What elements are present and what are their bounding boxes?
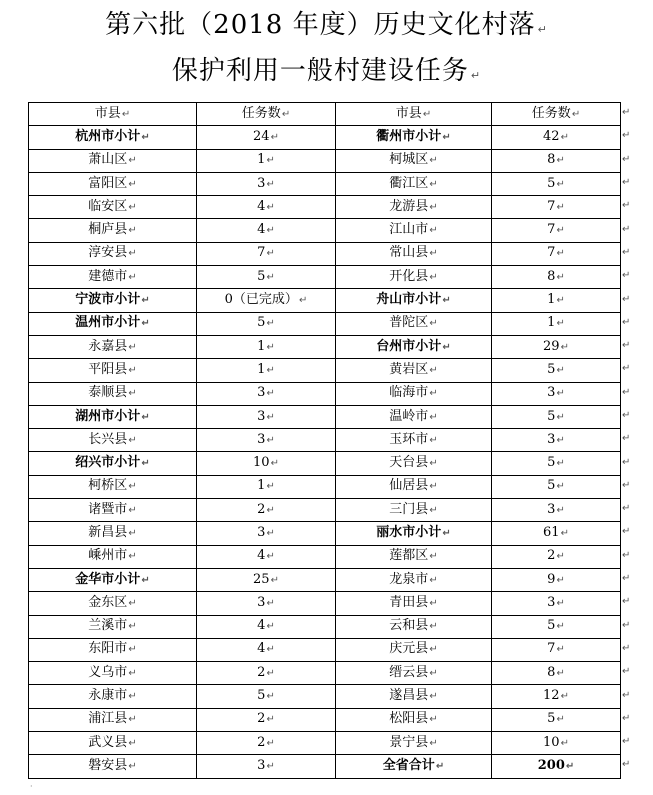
table-cell: 东阳市↵ [29, 638, 197, 661]
table-cell: 2↵ [197, 732, 336, 755]
table-cell: 湖州市小计↵ [29, 405, 197, 428]
cell-mark-icon: ↵ [422, 108, 432, 120]
cell-mark-icon: ↵ [556, 621, 565, 633]
table-cell: 10↵ [492, 732, 621, 755]
table-row [29, 359, 621, 382]
table-cell: 8↵ [492, 662, 621, 685]
row-end-mark-icon: ↵ [622, 270, 631, 282]
cell-mark-icon: ↵ [266, 318, 275, 330]
table-cell: 61↵ [492, 522, 621, 545]
table-cell: 5↵ [197, 266, 336, 289]
cell-mark-icon: ↵ [266, 597, 275, 609]
header-cell: 任务数↵ [492, 103, 621, 126]
table-row [29, 149, 621, 172]
cell-mark-icon: ↵ [435, 760, 445, 772]
cell-mark-icon: ↵ [429, 364, 438, 376]
cell-mark-icon: ↵ [429, 388, 438, 400]
table-row [29, 755, 621, 778]
table-cell: 台州市小计↵ [336, 335, 492, 358]
cell-mark-icon: ↵ [266, 364, 275, 376]
cell-mark-icon: ↵ [266, 201, 275, 213]
table-row [29, 615, 621, 638]
table-cell: 平阳县↵ [29, 359, 197, 382]
document-title-line-1 [0, 4, 653, 41]
cell-mark-icon: ↵ [556, 458, 565, 470]
table-cell: 3↵ [197, 405, 336, 428]
table-cell: 黄岩区↵ [336, 359, 492, 382]
cell-mark-icon: ↵ [429, 621, 438, 633]
cell-mark-icon: ↵ [270, 131, 279, 143]
table-cell: 衢江区↵ [336, 172, 492, 195]
cell-mark-icon: ↵ [298, 295, 308, 307]
cell-mark-icon: ↵ [128, 271, 137, 283]
cell-mark-icon: ↵ [266, 388, 275, 400]
table-row [29, 405, 621, 428]
cell-mark-icon: ↵ [141, 318, 150, 330]
cell-mark-icon: ↵ [429, 225, 438, 237]
table-row [29, 382, 621, 405]
table-cell: 三门县↵ [336, 499, 492, 522]
row-end-mark-icon: ↵ [622, 736, 631, 748]
table-cell: 1↵ [197, 335, 336, 358]
cell-mark-icon: ↵ [266, 737, 275, 749]
table-cell: 7↵ [492, 242, 621, 265]
cell-mark-icon: ↵ [556, 388, 565, 400]
cell-mark-icon: ↵ [128, 364, 137, 376]
table-cell: 4↵ [197, 615, 336, 638]
table-cell: 5↵ [492, 708, 621, 731]
cell-mark-icon: ↵ [266, 225, 275, 237]
table-cell: 宁波市小计↵ [29, 289, 197, 312]
cell-mark-icon: ↵ [141, 131, 150, 143]
table-cell: 5↵ [197, 685, 336, 708]
row-end-mark-icon: ↵ [622, 107, 631, 119]
cell-mark-icon: ↵ [556, 551, 565, 563]
cell-mark-icon: ↵ [560, 131, 569, 143]
row-end-mark-icon: ↵ [622, 456, 631, 468]
table-cell: 1↵ [492, 312, 621, 335]
cell-mark-icon: ↵ [560, 737, 569, 749]
cell-mark-icon: ↵ [266, 760, 275, 772]
table-cell: 4↵ [197, 219, 336, 242]
table-row [29, 219, 621, 242]
table-cell: 富阳区↵ [29, 172, 197, 195]
table-row [29, 499, 621, 522]
table-cell: 温岭市↵ [336, 405, 492, 428]
cell-mark-icon: ↵ [560, 341, 569, 353]
row-end-mark-icon: ↵ [622, 503, 631, 515]
cell-mark-icon: ↵ [442, 295, 451, 307]
table-cell: 4↵ [197, 545, 336, 568]
cell-mark-icon: ↵ [266, 551, 275, 563]
table-cell: 200↵ [492, 755, 621, 778]
table-cell: 12↵ [492, 685, 621, 708]
cell-mark-icon: ↵ [141, 295, 150, 307]
cell-mark-icon: ↵ [266, 155, 275, 167]
row-end-mark-icon: ↵ [622, 712, 631, 724]
cell-mark-icon: ↵ [556, 295, 565, 307]
cell-mark-icon: ↵ [442, 341, 451, 353]
table-cell: 衢州市小计↵ [336, 126, 492, 149]
table-body [29, 126, 621, 778]
cell-mark-icon: ↵ [128, 504, 137, 516]
table-cell: 浦江县↵ [29, 708, 197, 731]
cell-mark-icon: ↵ [429, 458, 438, 470]
cell-mark-icon: ↵ [556, 364, 565, 376]
header-cell: 市县↵ [29, 103, 197, 126]
table-cell: 萧山区↵ [29, 149, 197, 172]
table-row [29, 312, 621, 335]
cell-mark-icon: ↵ [121, 108, 131, 120]
table-cell: 杭州市小计↵ [29, 126, 197, 149]
table-cell: 1↵ [197, 149, 336, 172]
row-end-mark-icon: ↵ [622, 596, 631, 608]
row-end-mark-icon: ↵ [622, 293, 631, 305]
table-cell: 武义县↵ [29, 732, 197, 755]
table-cell: 常山县↵ [336, 242, 492, 265]
cell-mark-icon: ↵ [128, 597, 137, 609]
table-row [29, 429, 621, 452]
cell-mark-icon: ↵ [128, 714, 137, 726]
table-row [29, 126, 621, 149]
table-row [29, 475, 621, 498]
row-end-mark-icon: ↵ [622, 130, 631, 142]
cell-mark-icon: ↵ [556, 574, 565, 586]
cell-mark-icon: ↵ [266, 248, 275, 260]
cell-mark-icon: ↵ [128, 667, 137, 679]
cell-mark-icon: ↵ [560, 691, 569, 703]
cell-mark-icon: ↵ [429, 691, 438, 703]
row-end-mark-icon: ↵ [622, 410, 631, 421]
table-cell: 全省合计↵ [336, 755, 492, 778]
table-cell: 温州市小计↵ [29, 312, 197, 335]
table-cell: 24↵ [197, 126, 336, 149]
table-cell: 7↵ [197, 242, 336, 265]
table-cell: 开化县↵ [336, 266, 492, 289]
table-cell: 永康市↵ [29, 685, 197, 708]
cell-mark-icon: ↵ [556, 248, 565, 260]
cell-mark-icon: ↵ [266, 504, 275, 516]
table-cell: 3↵ [197, 592, 336, 615]
document-title-line-2 [0, 50, 653, 87]
row-end-mark-icon: ↵ [622, 433, 631, 445]
cell-mark-icon: ↵ [128, 434, 137, 446]
cell-mark-icon: ↵ [128, 248, 137, 260]
row-end-mark-icon: ↵ [622, 549, 631, 561]
table-cell: 江山市↵ [336, 219, 492, 242]
table-cell: 新昌县↵ [29, 522, 197, 545]
cell-mark-icon: ↵ [429, 155, 438, 167]
cell-mark-icon: ↵ [429, 714, 438, 726]
table-cell: 1↵ [197, 475, 336, 498]
cell-mark-icon: ↵ [429, 481, 438, 493]
table-cell: 2↵ [197, 662, 336, 685]
table-cell: 云和县↵ [336, 615, 492, 638]
paragraph-mark-icon: ↵ [537, 23, 548, 36]
cell-mark-icon: ↵ [556, 597, 565, 609]
table-cell: 42↵ [492, 126, 621, 149]
row-end-mark-icon: ↵ [622, 316, 631, 328]
table-cell: 7↵ [492, 638, 621, 661]
cell-mark-icon: ↵ [128, 341, 137, 353]
cell-mark-icon: ↵ [556, 644, 565, 656]
table-header-row [29, 103, 621, 126]
table-cell: 5↵ [492, 475, 621, 498]
cell-mark-icon: ↵ [556, 504, 565, 516]
cell-mark-icon: ↵ [266, 644, 275, 656]
cell-mark-icon: ↵ [128, 737, 137, 749]
row-end-mark-icon: ↵ [622, 223, 631, 235]
table-cell: 25↵ [197, 568, 336, 591]
table-cell: 3↵ [197, 172, 336, 195]
cell-mark-icon: ↵ [429, 271, 438, 283]
table-cell: 金东区↵ [29, 592, 197, 615]
table-cell: 8↵ [492, 266, 621, 289]
table-cell: 磐安县↵ [29, 755, 197, 778]
cell-mark-icon: ↵ [429, 248, 438, 260]
table-cell: 3↵ [197, 429, 336, 452]
row-end-mark-icon: ↵ [622, 386, 631, 398]
table-cell: 普陀区↵ [336, 312, 492, 335]
table-cell: 建德市↵ [29, 266, 197, 289]
cell-mark-icon: ↵ [128, 388, 137, 400]
table-cell: 天台县↵ [336, 452, 492, 475]
table-cell: 缙云县↵ [336, 662, 492, 685]
end-mark: · [30, 782, 33, 791]
row-end-mark-icon: ↵ [622, 642, 631, 654]
table-cell: 4↵ [197, 196, 336, 219]
cell-mark-icon: ↵ [560, 527, 569, 539]
cell-mark-icon: ↵ [429, 574, 438, 586]
table-cell: 玉环市↵ [336, 429, 492, 452]
row-end-mark-icon: ↵ [622, 200, 631, 212]
table-row [29, 545, 621, 568]
table-row [29, 568, 621, 591]
row-end-mark-icon: ↵ [622, 153, 631, 165]
row-end-mark-icon: ↵ [622, 246, 631, 258]
cell-mark-icon: ↵ [556, 667, 565, 679]
table-cell: 3↵ [197, 522, 336, 545]
cell-mark-icon: ↵ [128, 621, 137, 633]
cell-mark-icon: ↵ [442, 527, 451, 539]
table-cell: 29↵ [492, 335, 621, 358]
table-cell: 柯城区↵ [336, 149, 492, 172]
cell-mark-icon: ↵ [429, 667, 438, 679]
table-cell: 临海市↵ [336, 382, 492, 405]
row-end-mark-icon: ↵ [622, 619, 631, 631]
row-end-mark-icon: ↵ [622, 177, 631, 189]
table-cell: 龙泉市↵ [336, 568, 492, 591]
table-row [29, 172, 621, 195]
task-table [28, 102, 621, 779]
cell-mark-icon: ↵ [266, 434, 275, 446]
table-row [29, 708, 621, 731]
table-row [29, 242, 621, 265]
table-cell: 庆元县↵ [336, 638, 492, 661]
cell-mark-icon: ↵ [429, 737, 438, 749]
table-row [29, 452, 621, 475]
cell-mark-icon: ↵ [556, 411, 565, 423]
table-cell: 嵊州市↵ [29, 545, 197, 568]
table-cell: 7↵ [492, 196, 621, 219]
cell-mark-icon: ↵ [128, 644, 137, 656]
cell-mark-icon: ↵ [556, 434, 565, 446]
table-cell: 3↵ [492, 499, 621, 522]
cell-mark-icon: ↵ [429, 318, 438, 330]
cell-mark-icon: ↵ [429, 504, 438, 516]
cell-mark-icon: ↵ [429, 551, 438, 563]
table-row [29, 638, 621, 661]
table-cell: 松阳县↵ [336, 708, 492, 731]
cell-mark-icon: ↵ [266, 178, 275, 190]
table-cell: 2↵ [197, 499, 336, 522]
row-end-mark-icon: ↵ [622, 689, 631, 701]
cell-mark-icon: ↵ [266, 411, 275, 423]
cell-mark-icon: ↵ [442, 131, 451, 143]
row-end-mark-icon: ↵ [622, 479, 631, 491]
cell-mark-icon: ↵ [266, 271, 275, 283]
cell-mark-icon: ↵ [266, 527, 275, 539]
table-cell: 3↵ [492, 592, 621, 615]
cell-mark-icon: ↵ [128, 178, 137, 190]
cell-mark-icon: ↵ [266, 714, 275, 726]
table-cell: 4↵ [197, 638, 336, 661]
title-text-1: 第六批（2018 年度）历史文化村落 [105, 10, 536, 40]
table-row [29, 196, 621, 219]
table-row [29, 335, 621, 358]
cell-mark-icon: ↵ [429, 644, 438, 656]
cell-mark-icon: ↵ [571, 108, 581, 120]
table-cell: 柯桥区↵ [29, 475, 197, 498]
table-cell: 5↵ [197, 312, 336, 335]
table-cell: 永嘉县↵ [29, 335, 197, 358]
table-row [29, 266, 621, 289]
table-cell: 金华市小计↵ [29, 568, 197, 591]
title-text-2: 保护利用一般村建设任务 [171, 56, 469, 86]
table-cell: 桐庐县↵ [29, 219, 197, 242]
cell-mark-icon: ↵ [429, 434, 438, 446]
table-row [29, 592, 621, 615]
table-row [29, 685, 621, 708]
cell-mark-icon: ↵ [556, 155, 565, 167]
cell-mark-icon: ↵ [141, 458, 150, 470]
table-cell: 青田县↵ [336, 592, 492, 615]
cell-mark-icon: ↵ [281, 108, 291, 120]
table-cell: 仙居县↵ [336, 475, 492, 498]
cell-mark-icon: ↵ [266, 667, 275, 679]
table-cell: 景宁县↵ [336, 732, 492, 755]
table-cell: 义乌市↵ [29, 662, 197, 685]
table-cell: 0（已完成）↵ [197, 289, 336, 312]
table-cell: 淳安县↵ [29, 242, 197, 265]
table-cell: 9↵ [492, 568, 621, 591]
table-cell: 7↵ [492, 219, 621, 242]
table-cell: 2↵ [197, 708, 336, 731]
cell-mark-icon: ↵ [429, 201, 438, 213]
table-row [29, 732, 621, 755]
row-end-mark-icon: ↵ [622, 363, 631, 375]
table-cell: 5↵ [492, 615, 621, 638]
cell-mark-icon: ↵ [128, 691, 137, 703]
paragraph-mark-icon: ↵ [470, 69, 482, 82]
table-cell: 5↵ [492, 359, 621, 382]
cell-mark-icon: ↵ [128, 760, 137, 772]
table-cell: 1↵ [492, 289, 621, 312]
cell-mark-icon: ↵ [128, 201, 137, 213]
cell-mark-icon: ↵ [556, 714, 565, 726]
table-cell: 5↵ [492, 405, 621, 428]
row-end-mark-icon: ↵ [622, 526, 631, 538]
cell-mark-icon: ↵ [270, 574, 279, 586]
table-row [29, 289, 621, 312]
row-end-mark-icon: ↵ [622, 573, 631, 585]
cell-mark-icon: ↵ [429, 597, 438, 609]
table-cell: 诸暨市↵ [29, 499, 197, 522]
table-cell: 10↵ [197, 452, 336, 475]
table-cell: 3↵ [492, 429, 621, 452]
cell-mark-icon: ↵ [556, 481, 565, 493]
cell-mark-icon: ↵ [128, 527, 137, 539]
cell-mark-icon: ↵ [270, 458, 279, 470]
cell-mark-icon: ↵ [556, 201, 565, 213]
table-cell: 舟山市小计↵ [336, 289, 492, 312]
cell-mark-icon: ↵ [565, 760, 575, 772]
cell-mark-icon: ↵ [141, 574, 150, 586]
cell-mark-icon: ↵ [429, 411, 438, 423]
table-row [29, 522, 621, 545]
cell-mark-icon: ↵ [429, 178, 438, 190]
table-cell: 临安区↵ [29, 196, 197, 219]
cell-mark-icon: ↵ [556, 318, 565, 330]
cell-mark-icon: ↵ [266, 481, 275, 493]
table-cell: 莲都区↵ [336, 545, 492, 568]
cell-mark-icon: ↵ [141, 411, 150, 423]
cell-mark-icon: ↵ [556, 178, 565, 190]
row-end-mark-icon: ↵ [622, 759, 631, 771]
table-cell: 龙游县↵ [336, 196, 492, 219]
cell-mark-icon: ↵ [128, 225, 137, 237]
table-cell: 8↵ [492, 149, 621, 172]
cell-mark-icon: ↵ [128, 155, 137, 167]
cell-mark-icon: ↵ [266, 691, 275, 703]
table-row [29, 662, 621, 685]
header-cell: 市县↵ [336, 103, 492, 126]
table-cell: 5↵ [492, 452, 621, 475]
row-end-mark-icon: ↵ [622, 340, 631, 352]
cell-mark-icon: ↵ [128, 481, 137, 493]
table-cell: 泰顺县↵ [29, 382, 197, 405]
table-cell: 3↵ [197, 755, 336, 778]
row-end-mark-icon: ↵ [622, 666, 631, 678]
cell-mark-icon: ↵ [556, 271, 565, 283]
cell-mark-icon: ↵ [128, 551, 137, 563]
table-cell: 丽水市小计↵ [336, 522, 492, 545]
table-cell: 3↵ [492, 382, 621, 405]
header-cell: 任务数↵ [197, 103, 336, 126]
table-cell: 3↵ [197, 382, 336, 405]
cell-mark-icon: ↵ [556, 225, 565, 237]
table-cell: 绍兴市小计↵ [29, 452, 197, 475]
table-cell: 2↵ [492, 545, 621, 568]
table-cell: 长兴县↵ [29, 429, 197, 452]
cell-mark-icon: ↵ [266, 621, 275, 633]
table-cell: 5↵ [492, 172, 621, 195]
table-cell: 兰溪市↵ [29, 615, 197, 638]
cell-mark-icon: ↵ [266, 341, 275, 353]
table-cell: 遂昌县↵ [336, 685, 492, 708]
table-cell: 1↵ [197, 359, 336, 382]
